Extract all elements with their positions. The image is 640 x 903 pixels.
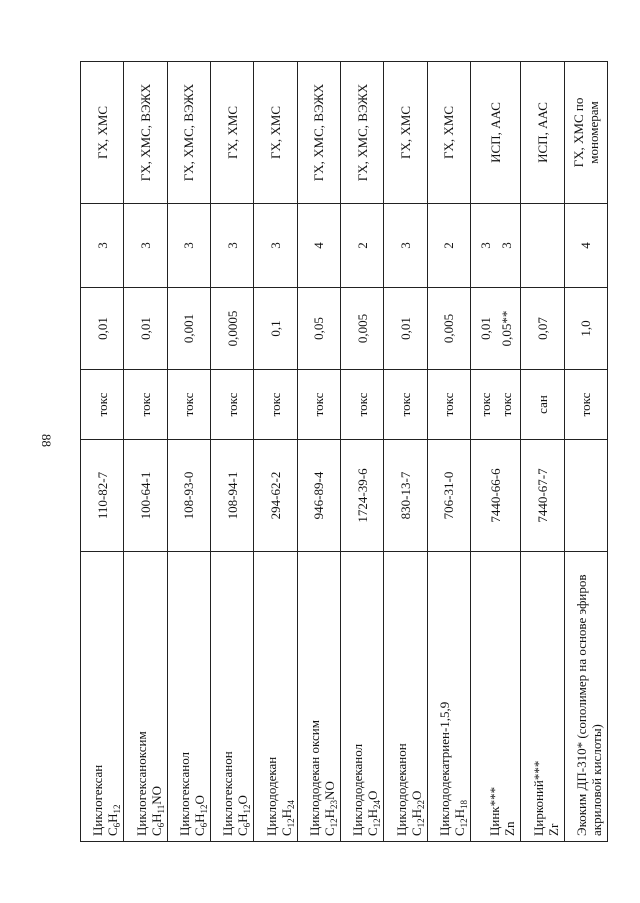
hazard-class-cell [210,204,253,288]
substance-name: Циклододекан оксим [306,720,322,836]
formula-part: NO [321,781,337,800]
hazard-indicator-cell [167,370,210,440]
limit-value: 0,0005 [224,310,240,347]
formula-part: O [235,795,251,805]
substance-name: Циклододеканон [393,743,409,836]
substance-name: Экоким ДП-310* (сополимер на основе эфиров акриловой кислоты) [574,574,604,836]
table-row [254,62,297,842]
formula-part: 12 [458,818,469,828]
table-row [470,62,520,842]
limit-value-cell [521,288,564,370]
limit-value-cell [254,288,297,370]
table-row [124,62,167,842]
analysis-method: ГХ, ХМС [384,62,427,204]
hazard-indicator: токс [137,392,153,417]
analysis-method: ГХ, ХМС, ВЭЖХ [340,62,383,204]
formula-part: 23 [328,799,339,809]
hazard-indicator: токс [354,392,370,417]
hazard-indicator-cell [427,370,470,440]
formula-part: 24 [285,799,296,809]
limit-value-cell [297,288,340,370]
formula-part: H [278,808,294,819]
formula-part: O [408,790,424,800]
limit-value-cell [210,288,253,370]
limit-value-cell [384,288,427,370]
cas-number [564,440,607,552]
hazard-indicator-cell [81,370,124,440]
hazard-indicator-cell [470,370,520,440]
limit-value: 0,005 [354,313,370,344]
substance-name: Циклододеканол [350,743,366,836]
hazard-class: 2 [441,242,457,249]
substance-name: Цирконий*** [530,760,546,836]
formula-part: C [278,827,294,836]
formula-part: H [235,813,251,823]
formula-part: C [365,827,381,836]
substance-name-cell [384,552,427,842]
formula-part: 6 [198,822,209,828]
formula-part: 11 [155,804,166,814]
hazard-indicator-cell [254,370,297,440]
hazard-class-cell [384,204,427,288]
table-row [384,62,427,842]
formula-part: H [365,808,381,819]
chemical-formula [192,557,207,836]
analysis-method: ГХ, ХМС, ВЭЖХ [167,62,210,204]
hazard-indicator: токс [224,392,240,417]
limit-value-cell [427,288,470,370]
hazard-indicator-cell [521,370,564,440]
chemical-formula [502,557,517,836]
formula-part: C [148,827,164,836]
table-row [297,62,340,842]
table-row [210,62,253,842]
chemical-formula [546,557,561,836]
formula-part: C [235,827,251,836]
hazard-indicator: токс [311,392,327,417]
formula-part: Zn [502,821,518,836]
substance-name: Циклододекан [263,756,279,836]
formula-part: C [191,827,207,836]
chemical-formula [365,557,383,836]
hazard-class-cell [521,204,564,288]
substance-name-cell [340,552,383,842]
substance-name-cell [81,552,124,842]
cas-number: 1724-39-6 [340,440,383,552]
limit-value-cell [564,288,607,370]
cas-number: 110-82-7 [81,440,124,552]
cas-number: 294-62-2 [254,440,297,552]
hazard-indicator-cell [384,370,427,440]
analysis-method: ГХ, ХМС [427,62,470,204]
page-number: 88 [39,434,54,447]
chemical-formula [322,557,337,836]
hazard-indicator-cell [564,370,607,440]
hazard-class: 3 [181,242,197,249]
limit-value: 0,07 [534,317,550,340]
formula-part: C [105,827,121,836]
table-row [81,62,124,842]
hazard-indicator: сан [534,395,550,414]
hazard-class: 3 [498,242,514,249]
limit-value-cell [167,288,210,370]
formula-part: 6 [155,822,166,828]
hazard-class: 3 [137,242,153,249]
substance-name-cell [427,552,470,842]
hazard-indicator: токс [578,392,594,417]
hazard-class: 3 [477,242,493,249]
limit-value: 0,01 [397,317,413,340]
cas-number: 946-89-4 [297,440,340,552]
hazard-indicator-cell [124,370,167,440]
formula-part: C [321,827,337,836]
table-row [340,62,383,842]
formula-part: 12 [242,804,253,814]
substance-name: Циклогексаноксим [133,731,149,836]
hazard-class: 2 [354,242,370,249]
hazard-class: 3 [224,242,240,249]
hazard-indicator: токс [181,392,197,417]
hazard-class-cell [124,204,167,288]
formula-part: C [408,827,424,836]
limit-value: 0,05 [311,317,327,340]
limit-value: 0,01 [477,317,493,340]
cas-number: 108-93-0 [167,440,210,552]
table-row [427,62,470,842]
formula-part: O [365,790,381,800]
limit-value: 0,001 [181,313,197,344]
formula-part: 12 [372,818,383,828]
chemical-formula [279,557,294,836]
formula-part: C [451,827,467,836]
formula-part: 6 [112,822,123,828]
hazard-class-cell [81,204,124,288]
analysis-method: ИСП, ААС [470,62,520,204]
substance-name-cell [210,552,253,842]
analysis-method: ГХ, ХМС, ВЭЖХ [297,62,340,204]
formula-part: 12 [198,804,209,814]
cas-number: 108-94-1 [210,440,253,552]
analysis-method: ИСП, ААС [521,62,564,204]
hazard-class: 4 [578,242,594,249]
formula-part: O [191,795,207,805]
analysis-method: ГХ, ХМС, ВЭЖХ [124,62,167,204]
substances-table [80,61,608,842]
substance-name-cell [254,552,297,842]
analysis-method: ГХ, ХМС [210,62,253,204]
limit-value-cell [81,288,124,370]
limit-value: 0,01 [94,317,110,340]
substance-name-cell [124,552,167,842]
limit-value-cell [470,288,520,370]
formula-part: H [451,808,467,819]
limit-value-cell [124,288,167,370]
substance-name-cell [167,552,210,842]
chemical-formula [452,557,467,836]
chemical-formula [409,557,424,836]
hazard-class-cell [167,204,210,288]
formula-part: 22 [415,799,426,809]
analysis-method: ГХ, ХМС по мономерам [564,62,607,204]
hazard-indicator-cell [210,370,253,440]
cas-number: 7440-67-7 [521,440,564,552]
hazard-indicator: токс [397,392,413,417]
hazard-class-cell [564,204,607,288]
substance-name: Циклододекатриен-1,5,9 [436,701,452,836]
substance-name: Циклогексанон [220,751,236,836]
substance-name-cell [564,552,607,842]
formula-part: 24 [372,799,383,809]
substance-name: Циклогексанол [176,751,192,836]
hazard-indicator: токс [498,392,514,417]
formula-part: 12 [112,804,123,814]
hazard-indicator-cell [297,370,340,440]
hazard-class: 3 [94,242,110,249]
cas-number: 706-31-0 [427,440,470,552]
chemical-formula [235,557,253,836]
hazard-class-cell [297,204,340,288]
formula-part: 18 [458,799,469,809]
limit-value-cell [340,288,383,370]
hazard-indicator-cell [340,370,383,440]
rotated-table-container [80,62,608,842]
formula-part: H [148,813,164,823]
table-row [521,62,564,842]
substance-name-cell [470,552,520,842]
limit-value: 0,1 [267,320,283,337]
formula-part: 12 [285,818,296,828]
formula-part: 6 [242,822,253,828]
hazard-class-cell [340,204,383,288]
chemical-formula [105,557,123,836]
hazard-class-cell [427,204,470,288]
formula-part: 12 [328,818,339,828]
hazard-indicator: токс [477,392,493,417]
limit-value: 0,01 [137,317,153,340]
formula-part: H [191,813,207,823]
hazard-class: 4 [311,242,327,249]
substance-name-cell [521,552,564,842]
cas-number: 100-64-1 [124,440,167,552]
hazard-class-cell [254,204,297,288]
substance-name-cell [297,552,340,842]
substance-name: Цинк*** [487,786,503,836]
formula-part: Zr [545,823,561,836]
formula-part: H [408,808,424,819]
table-row [564,62,607,842]
limit-value: 0,005 [441,313,457,344]
hazard-class: 3 [397,242,413,249]
cas-number: 7440-66-6 [470,440,520,552]
hazard-class: 3 [267,242,283,249]
analysis-method: ГХ, ХМС [81,62,124,204]
hazard-indicator: токс [441,392,457,417]
formula-part: 12 [415,818,426,828]
limit-value: 0,05** [498,310,514,347]
limit-value: 1,0 [578,320,594,337]
hazard-indicator: токс [267,392,283,417]
cas-number: 830-13-7 [384,440,427,552]
formula-part: NO [148,785,164,805]
table-body [81,62,608,842]
hazard-class-cell [470,204,520,288]
analysis-method: ГХ, ХМС [254,62,297,204]
hazard-indicator: токс [94,392,110,417]
formula-part: H [105,813,121,823]
table-row [167,62,210,842]
chemical-formula [149,557,164,836]
substance-name: Циклогексан [90,764,106,836]
formula-part: H [321,808,337,819]
